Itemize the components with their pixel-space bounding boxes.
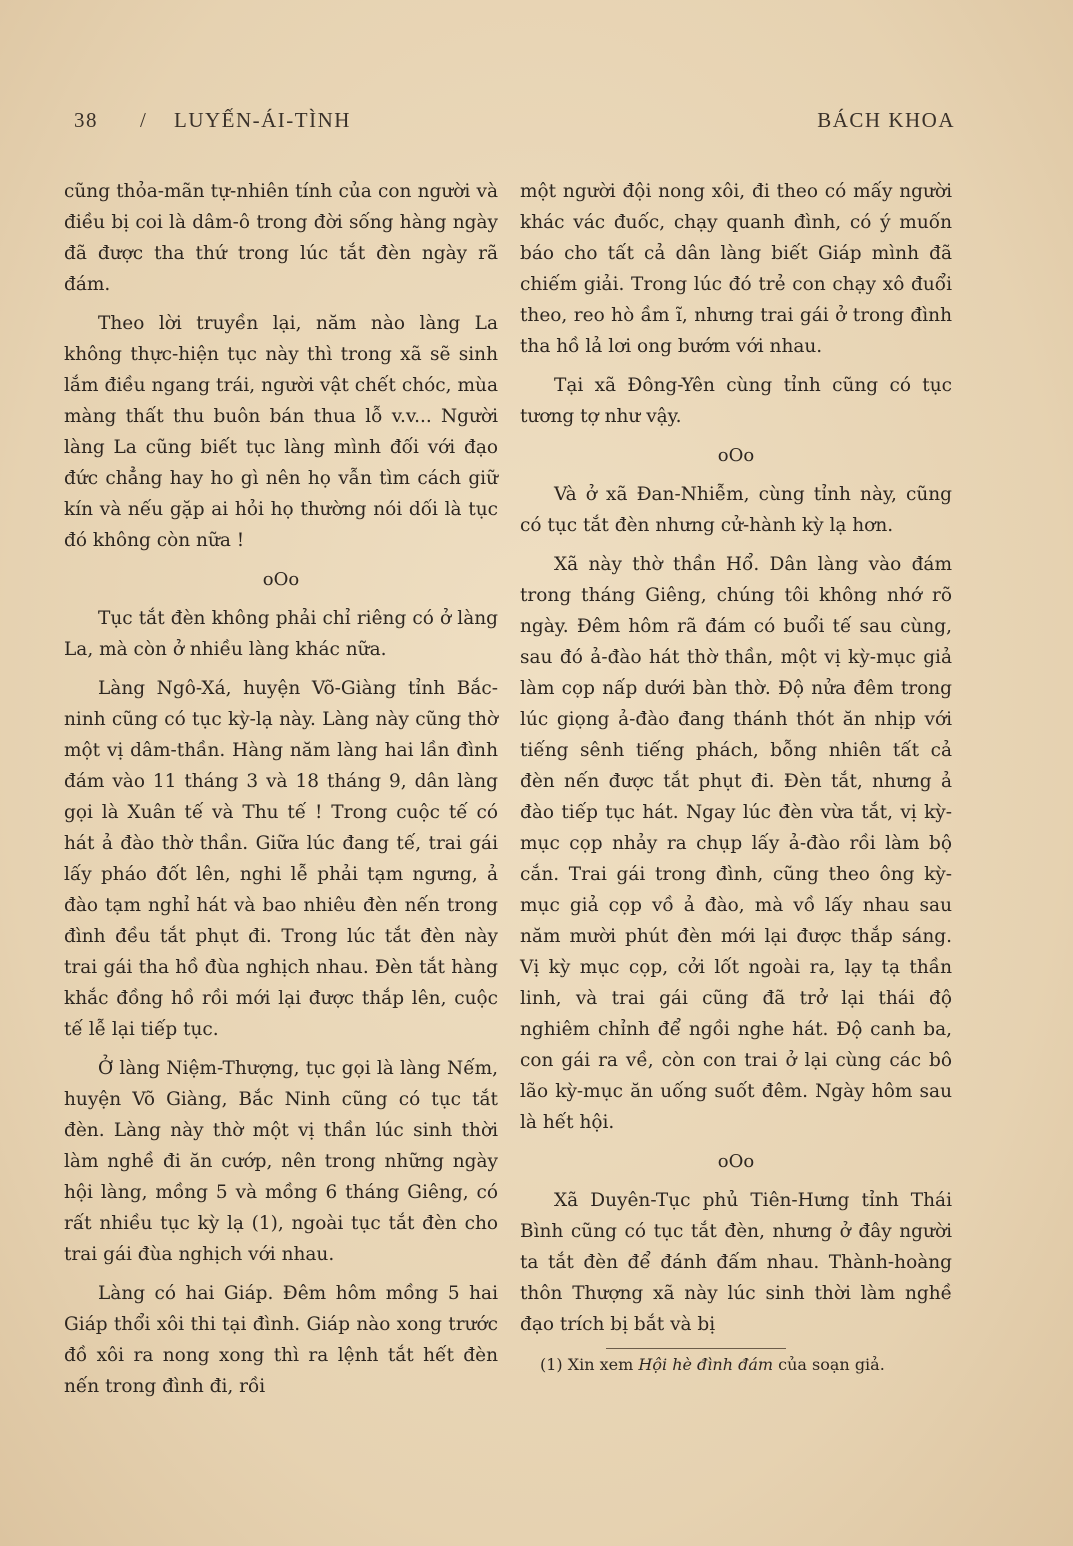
paragraph: Và ở xã Đan-Nhiễm, cùng tỉnh này, cũng có tục tắt đèn nhưng cử-hành kỳ lạ hơn. xyxy=(520,484,952,536)
paragraph: cũng thỏa-mãn tự-nhiên tính của con người và điều bị coi là dâm-ô trong đời sống hàng ngày đã được tha thứ trong lúc tắt đèn ngày rã đám. xyxy=(64,181,498,295)
page-number: 38 xyxy=(74,108,98,132)
magazine-name: BÁCH KHOA xyxy=(817,108,955,132)
footnote xyxy=(520,1353,952,1377)
paragraph: một người đội nong xôi, đi theo có mấy người khác vác đuốc, chạy quanh đình, có ý muốn báo cho tất cả dân làng biết Giáp mình đã chiếm giải. Trong lúc đó trẻ con chạy xô đuổi theo, reo hò ầm ĩ, nhưng trai gái ở trong đình tha hồ lả lơi ong bướm với nhau. xyxy=(520,181,952,357)
paragraph: Tục tắt đèn không phải chỉ riêng có ở làng La, mà còn ở nhiều làng khác nữa. xyxy=(64,608,498,660)
paragraph: Xã Duyên-Tục phủ Tiên-Hưng tỉnh Thái Bình cũng có tục tắt đèn, nhưng ở đây người ta tắt đèn để đánh đấm nhau. Thành-hoàng thôn Thượng xã này lúc sinh thời làm nghề đạo trích bị bắt và bị xyxy=(520,1190,952,1335)
right-column xyxy=(520,176,952,1385)
paragraph: Làng Ngô-Xá, huyện Võ-Giàng tỉnh Bắc-ninh cũng có tục kỳ-lạ này. Làng này cũng thờ một vị dâm-thần. Hàng năm làng hai lần đình đám vào 11 tháng 3 và 18 tháng 9, dân làng gọi là Xuân tế và Thu tế ! Trong cuộc tế có hát ả đào thờ thần. Giữa lúc đang tế, trai gái lấy pháo đốt lên, nghi lễ phải tạm ngưng, ả đào tạm nghỉ hát và bao nhiêu đèn nến trong đình đều tắt phụt đi. Trong lúc tắt đèn này trai gái tha hồ đùa nghịch nhau. Đèn tắt hàng khắc đồng hồ rồi mới lại được thắp lên, cuộc tế lễ lại tiếp tục. xyxy=(64,678,498,1040)
footnote-lead: (1) Xin xem xyxy=(540,1355,639,1374)
header-separator: / xyxy=(140,108,148,132)
running-title: LUYẾN-ÁI-TÌNH xyxy=(174,108,351,132)
paragraph: Tại xã Đông-Yên cùng tỉnh cũng có tục tương tợ như vậy. xyxy=(520,375,952,427)
paragraph: Ở làng Niệm-Thượng, tục gọi là làng Nếm, huyện Võ Giàng, Bắc Ninh cũng có tục tắt đèn. Làng này thờ một vị thần lúc sinh thời làm nghề đi ăn cướp, nên trong những ngày hội làng, mồng 5 và mồng 6 tháng Giêng, có rất nhiều tục kỳ lạ (1), ngoài tục tắt đèn cho trai gái đùa nghịch với nhau. xyxy=(64,1058,498,1265)
section-separator: oOo xyxy=(717,1151,755,1172)
left-column xyxy=(64,176,498,1410)
footnote-divider xyxy=(606,1348,786,1349)
section-separator: oOo xyxy=(717,445,755,466)
page-header xyxy=(74,108,955,138)
paragraph: Làng có hai Giáp. Đêm hôm mồng 5 hai Giáp thổi xôi thi tại đình. Giáp nào xong trước đồ xôi ra nong xong thì ra lệnh tắt hết đèn nến trong đình đi, rồi xyxy=(64,1283,498,1397)
footnote-tail: của soạn giả. xyxy=(773,1355,885,1374)
paragraph: Xã này thờ thần Hổ. Dân làng vào đám trong tháng Giêng, chúng tôi không nhớ rõ ngày. Đêm hôm rã đám có buổi tế sau cùng, sau đó ả-đào hát thờ thần, một vị kỳ-mục giả làm cọp nấp dưới bàn thờ. Độ nửa đêm trong lúc giọng ả-đào đang thánh thót ăn nhịp với tiếng sênh tiếng phách, bỗng nhiên tất cả đèn nến được tắt phụt đi. Đèn tắt, nhưng ả đào tiếp tục hát. Ngay lúc đèn vừa tắt, vị kỳ-mục cọp nhảy ra chụp lấy ả-đào rồi làm bộ cắn. Trai gái trong đình, cũng theo ông kỳ-mục giả cọp vồ ả đào, mà vồ lấy nhau sau năm mười phút đèn mới lại được thắp sáng. Vị kỳ mục cọp, cởi lốt ngoài ra, lạy tạ thần linh, và trai gái cũng đã trở lại thái độ nghiêm chỉnh để ngồi nghe hát. Độ canh ba, con gái ra về, còn con trai ở lại cùng các bô lão kỳ-mục ăn uống suốt đêm. Ngày hôm sau là hết hội. xyxy=(520,554,952,1133)
footnote-book-title: Hội hè đình đám xyxy=(638,1355,774,1374)
paragraph: Theo lời truyền lại, năm nào làng La không thực-hiện tục này thì trong xã sẽ sinh lắm điều ngang trái, người vật chết chóc, mùa màng thất thu buôn bán thua lỗ v.v... Người làng La cũng biết tục làng mình đối với đạo đức chẳng hay ho gì nên họ vẫn tìm cách giữ kín và nếu gặp ai hỏi họ thường nói dối là tục đó không còn nữa ! xyxy=(64,313,498,551)
section-separator: oOo xyxy=(262,569,300,590)
